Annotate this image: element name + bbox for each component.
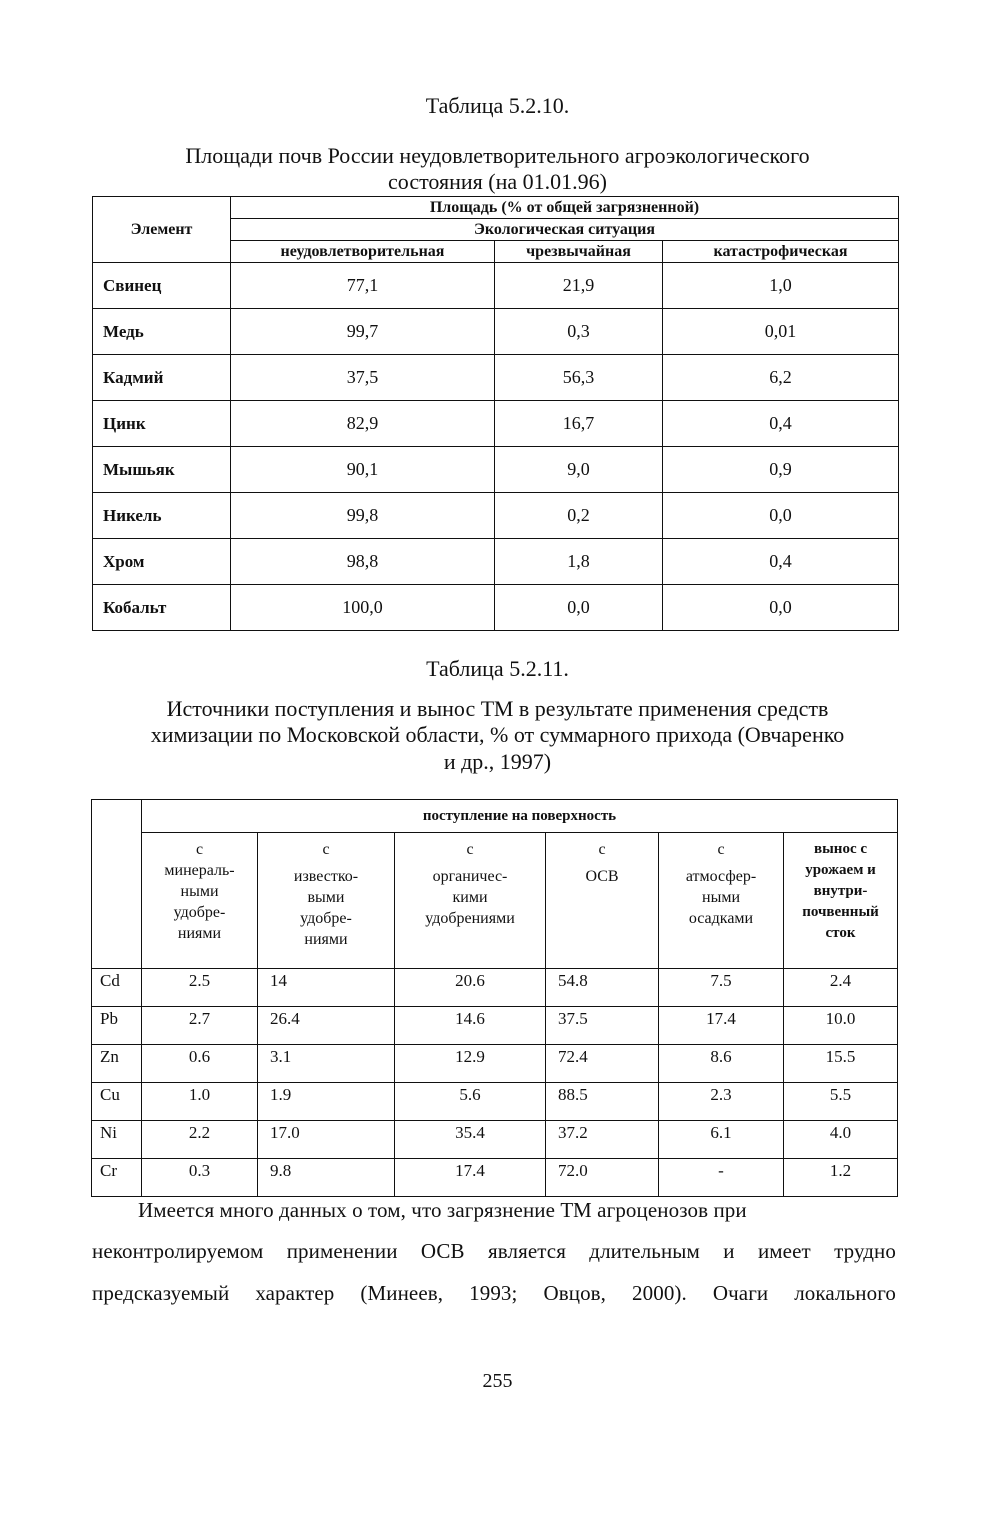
table2-label: Таблица 5.2.11.: [426, 656, 569, 681]
page-number: 255: [482, 1370, 513, 1392]
row-label: Ni: [92, 1121, 142, 1159]
row-label: Кадмий: [93, 355, 231, 401]
cell: 26.4: [258, 1007, 395, 1045]
cell: 6.1: [659, 1121, 784, 1159]
table1-label: Таблица 5.2.10.: [425, 93, 570, 118]
cell: 0,0: [663, 493, 899, 539]
table1-header-element: Элемент: [93, 197, 231, 263]
cell: 16,7: [495, 401, 663, 447]
cell: 3.1: [258, 1045, 395, 1083]
cell: 0,9: [663, 447, 899, 493]
cell: 0,3: [495, 309, 663, 355]
cell: 54.8: [546, 969, 659, 1007]
cell: 20.6: [395, 969, 546, 1007]
cell: 100,0: [231, 585, 495, 631]
cell: 9,0: [495, 447, 663, 493]
table2: [91, 799, 898, 1197]
cell: 15.5: [784, 1045, 898, 1083]
cell: 10.0: [784, 1007, 898, 1045]
row-label: Кобальт: [93, 585, 231, 631]
cell: 37,5: [231, 355, 495, 401]
cell: 72.4: [546, 1045, 659, 1083]
cell: 5.5: [784, 1083, 898, 1121]
cell: 17.4: [659, 1007, 784, 1045]
table1-header-situation: Экологическая ситуация: [231, 219, 899, 241]
cell: 12.9: [395, 1045, 546, 1083]
table-row: [92, 1121, 898, 1159]
table2-title-line2: химизации по Московской области, % от суммарного прихода (Овчаренко: [150, 722, 845, 747]
row-label: Хром: [93, 539, 231, 585]
table1-col-emergency: чрезвычайная: [495, 241, 663, 263]
cell: 0.3: [142, 1159, 258, 1197]
table2-col-atmospheric: с атмосфер- ными осадками: [659, 833, 784, 969]
cell: 17.0: [258, 1121, 395, 1159]
cell: 0,0: [663, 585, 899, 631]
table2-col-removal: вынос с урожаем и внутри- почвенный сток: [784, 833, 898, 969]
cell: 82,9: [231, 401, 495, 447]
table1-title-line2: состояния (на 01.01.96): [388, 169, 607, 194]
table1-title-line1: Площади почв России неудовлетворительного агроэкологического: [185, 143, 810, 168]
table1: [92, 196, 899, 631]
table2-col-sewage: с ОСВ: [546, 833, 659, 969]
cell: 2.4: [784, 969, 898, 1007]
table-row: [93, 585, 899, 631]
cell: 9.8: [258, 1159, 395, 1197]
row-label: Cu: [92, 1083, 142, 1121]
table-row: [93, 401, 899, 447]
cell: 14.6: [395, 1007, 546, 1045]
row-label: Pb: [92, 1007, 142, 1045]
cell: 88.5: [546, 1083, 659, 1121]
row-label: Мышьяк: [93, 447, 231, 493]
cell: 1.0: [142, 1083, 258, 1121]
cell: 2.7: [142, 1007, 258, 1045]
cell: 2.2: [142, 1121, 258, 1159]
row-label: Cr: [92, 1159, 142, 1197]
cell: 0.6: [142, 1045, 258, 1083]
table1-col-unsatisfactory: неудовлетворительная: [231, 241, 495, 263]
table-row: [93, 447, 899, 493]
table-row: [92, 1083, 898, 1121]
cell: 0,01: [663, 309, 899, 355]
table-row: [93, 355, 899, 401]
cell: 72.0: [546, 1159, 659, 1197]
cell: 8.6: [659, 1045, 784, 1083]
table2-corner: [92, 800, 142, 969]
table2-title-line3: и др., 1997): [443, 749, 552, 774]
row-label: Cd: [92, 969, 142, 1007]
cell: 99,8: [231, 493, 495, 539]
paragraph-line2: неконтролируемом применении ОСВ является длительным и имеет трудно: [92, 1239, 896, 1263]
table2-header-inflow: поступление на поверхность: [142, 800, 898, 833]
table2-col-mineral: с минераль- ными удобре- ниями: [142, 833, 258, 969]
cell: 0,2: [495, 493, 663, 539]
cell: 4.0: [784, 1121, 898, 1159]
cell: 0,4: [663, 401, 899, 447]
table-row: [93, 309, 899, 355]
cell: 17.4: [395, 1159, 546, 1197]
cell: 7.5: [659, 969, 784, 1007]
cell: 99,7: [231, 309, 495, 355]
table2-col-lime: с известко- выми удобре- ниями: [258, 833, 395, 969]
cell: 37.2: [546, 1121, 659, 1159]
table1-col-catastrophic: катастрофическая: [663, 241, 899, 263]
cell: 37.5: [546, 1007, 659, 1045]
table-row: [93, 263, 899, 309]
table2-title-line1: Источники поступления и вынос ТМ в результате применения средств: [166, 696, 829, 721]
row-label: Цинк: [93, 401, 231, 447]
table-row: [93, 539, 899, 585]
cell: 0,0: [495, 585, 663, 631]
cell: 2.5: [142, 969, 258, 1007]
table-row: [92, 1007, 898, 1045]
cell: 1.2: [784, 1159, 898, 1197]
table1-header-area: Площадь (% от общей загрязненной): [231, 197, 899, 219]
row-label: Медь: [93, 309, 231, 355]
table-row: [93, 493, 899, 539]
table-row: [92, 1045, 898, 1083]
cell: 0,4: [663, 539, 899, 585]
row-label: Свинец: [93, 263, 231, 309]
cell: 1,8: [495, 539, 663, 585]
cell: 90,1: [231, 447, 495, 493]
table-row: [92, 969, 898, 1007]
cell: 77,1: [231, 263, 495, 309]
paragraph-line3: предсказуемый характер (Минеев, 1993; Овцов, 2000). Очаги локального: [92, 1281, 896, 1305]
cell: 6,2: [663, 355, 899, 401]
cell: 56,3: [495, 355, 663, 401]
cell: 21,9: [495, 263, 663, 309]
cell: 2.3: [659, 1083, 784, 1121]
cell: 1.9: [258, 1083, 395, 1121]
cell: 35.4: [395, 1121, 546, 1159]
cell: 14: [258, 969, 395, 1007]
row-label: Zn: [92, 1045, 142, 1083]
cell: 1,0: [663, 263, 899, 309]
cell: -: [659, 1159, 784, 1197]
table2-col-organic: с органичес- кими удобрениями: [395, 833, 546, 969]
paragraph-line1: Имеется много данных о том, что загрязнение ТМ агроценозов при: [138, 1198, 747, 1222]
row-label: Никель: [93, 493, 231, 539]
cell: 98,8: [231, 539, 495, 585]
cell: 5.6: [395, 1083, 546, 1121]
